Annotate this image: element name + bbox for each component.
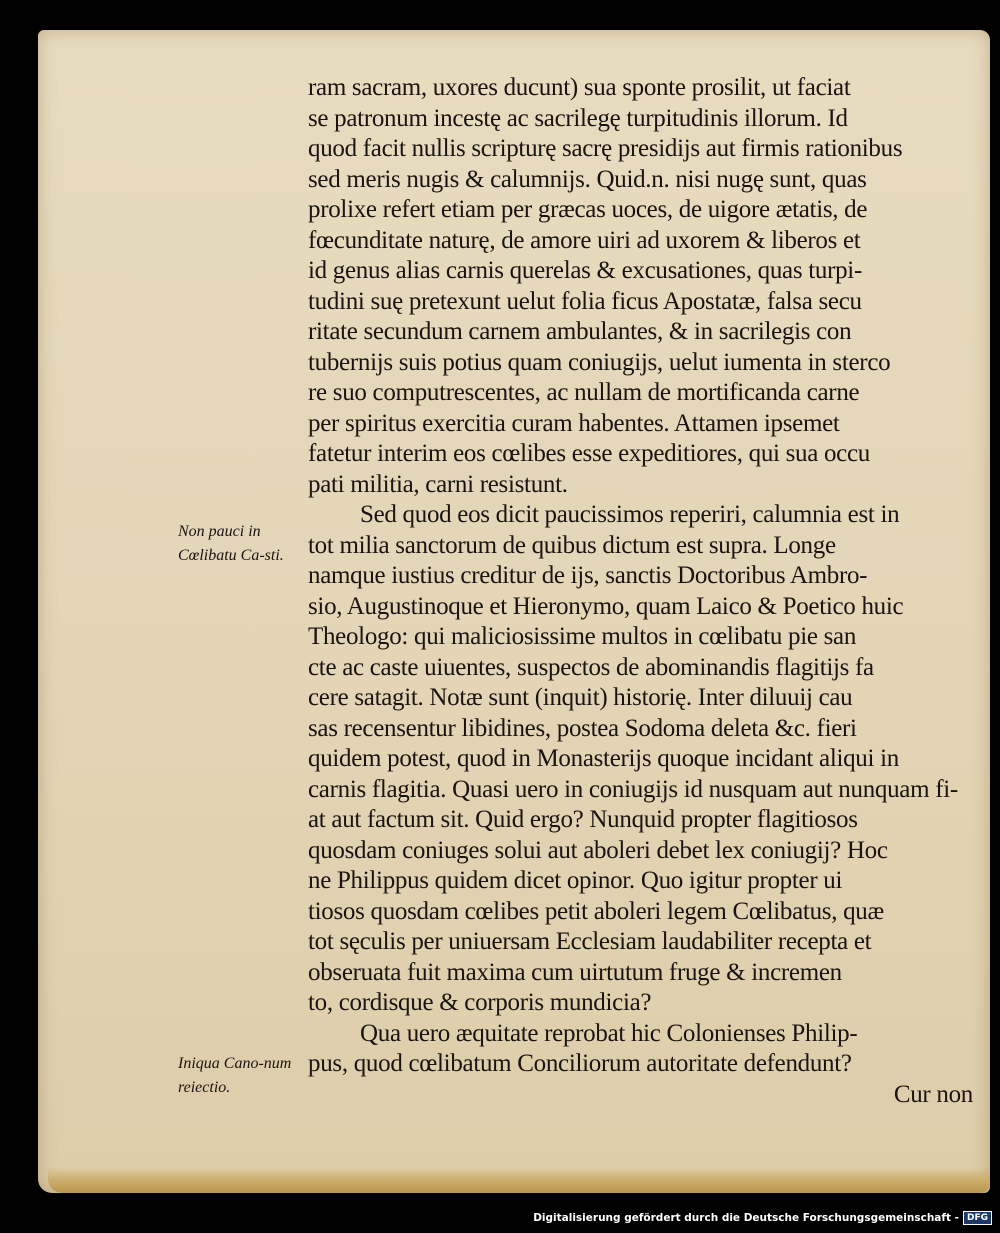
text-line: cte ac caste uiuentes, suspectos de abominandis flagitijs fa — [308, 653, 874, 681]
text-line: namque iustius creditur de ijs, sanctis Doctoribus Ambro- — [308, 562, 868, 589]
text-line: tubernijs suis potius quam coniugijs, uelut iumenta in sterco — [308, 348, 891, 376]
text-line: ritate secundum carnem ambulantes, & in sacrilegis con — [308, 318, 852, 345]
text-line: quidem potest, quod in Monasterijs quoque incidant aliqui in — [308, 745, 899, 772]
text-line: id genus alias carnis querelas & excusationes, quas turpi- — [308, 257, 862, 284]
text-line: pus, quod cœlibatum Conciliorum autoritate defendunt? — [308, 1050, 852, 1077]
book-page — [38, 30, 990, 1193]
margin-note-canons: Iniqua Cano-num reiectio. — [178, 1055, 292, 1096]
main-text-block — [308, 73, 973, 1110]
text-line: se patronum incestę ac sacrilegę turpitudinis illorum. Id — [308, 104, 848, 132]
text-line: cere satagit. Notæ sunt (inquit) historię. Inter diluuij cau — [308, 684, 853, 711]
text-line: sas recensentur libidines, postea Sodoma deleta &c. fieri — [308, 714, 857, 742]
text-line: Theologo: qui maliciosissime multos in cœlibatu pie san — [308, 623, 857, 650]
text-line: Sed quod eos dicit paucissimos reperiri, calumnia est in — [360, 501, 900, 528]
text-line: fœcunditate naturę, de amore uiri ad uxorem & liberos et — [308, 226, 861, 254]
text-line: tot milia sanctorum de quibus dictum est supra. Longe — [308, 531, 836, 559]
text-line: ram sacram, uxores ducunt) sua sponte prosilit, ut faciat — [308, 74, 851, 101]
catchword: Cur non — [893, 1080, 973, 1108]
text-line: sed meris nugis & calumnijs. Quid.n. nisi nugę sunt, quas — [308, 165, 867, 193]
text-line: prolixe refert etiam per græcas uoces, de uigore ætatis, de — [308, 196, 868, 223]
text-line: to, cordisque & corporis mundicia? — [308, 989, 652, 1016]
text-line: fatetur interim eos cœlibes esse expeditiores, qui sua occu — [308, 440, 870, 467]
text-line: ne Philippus quidem dicet opinor. Quo igitur propter ui — [308, 867, 843, 894]
text-line: at aut factum sit. Quid ergo? Nunquid propter flagitiosos — [308, 806, 858, 833]
text-line: re suo computrescentes, ac nullam de mortificanda carne — [308, 379, 860, 406]
text-line: per spiritus exercitia curam habentes. Attamen ipsemet — [308, 409, 840, 437]
text-line: sio, Augustinoque et Hieronymo, quam Laico & Poetico huic — [308, 592, 904, 620]
margin-note-celibacy: Non pauci in Cœlibatu Ca-sti. — [178, 523, 284, 564]
text-line: quod facit nullis scripturę sacrę presidijs aut firmis rationibus — [308, 135, 903, 162]
text-line: tudini suę pretexunt uelut folia ficus Apostatæ, falsa secu — [308, 287, 862, 315]
digitization-footer — [533, 1211, 992, 1225]
text-line: tiosos quosdam cœlibes petit aboleri legem Cœlibatus, quæ — [308, 897, 884, 925]
text-line: obseruata fuit maxima cum uirtutum fruge & incremen — [308, 958, 842, 986]
dfg-logo: DFG — [963, 1211, 992, 1225]
text-line: Qua uero æquitate reprobat hic Colonienses Philip- — [360, 1019, 858, 1047]
text-line: carnis flagitia. Quasi uero in coniugijs id nusquam aut nunquam fi- — [308, 775, 958, 803]
text-line: pati militia, carni resistunt. — [308, 470, 568, 498]
footer-text: Digitalisierung gefördert durch die Deutsche Forschungsgemeinschaft - — [533, 1212, 959, 1224]
text-line: tot sęculis per uniuersam Ecclesiam laudabiliter recepta et — [308, 928, 872, 955]
text-line: quosdam coniuges solui aut aboleri debet lex coniugij? Hoc — [308, 836, 888, 864]
